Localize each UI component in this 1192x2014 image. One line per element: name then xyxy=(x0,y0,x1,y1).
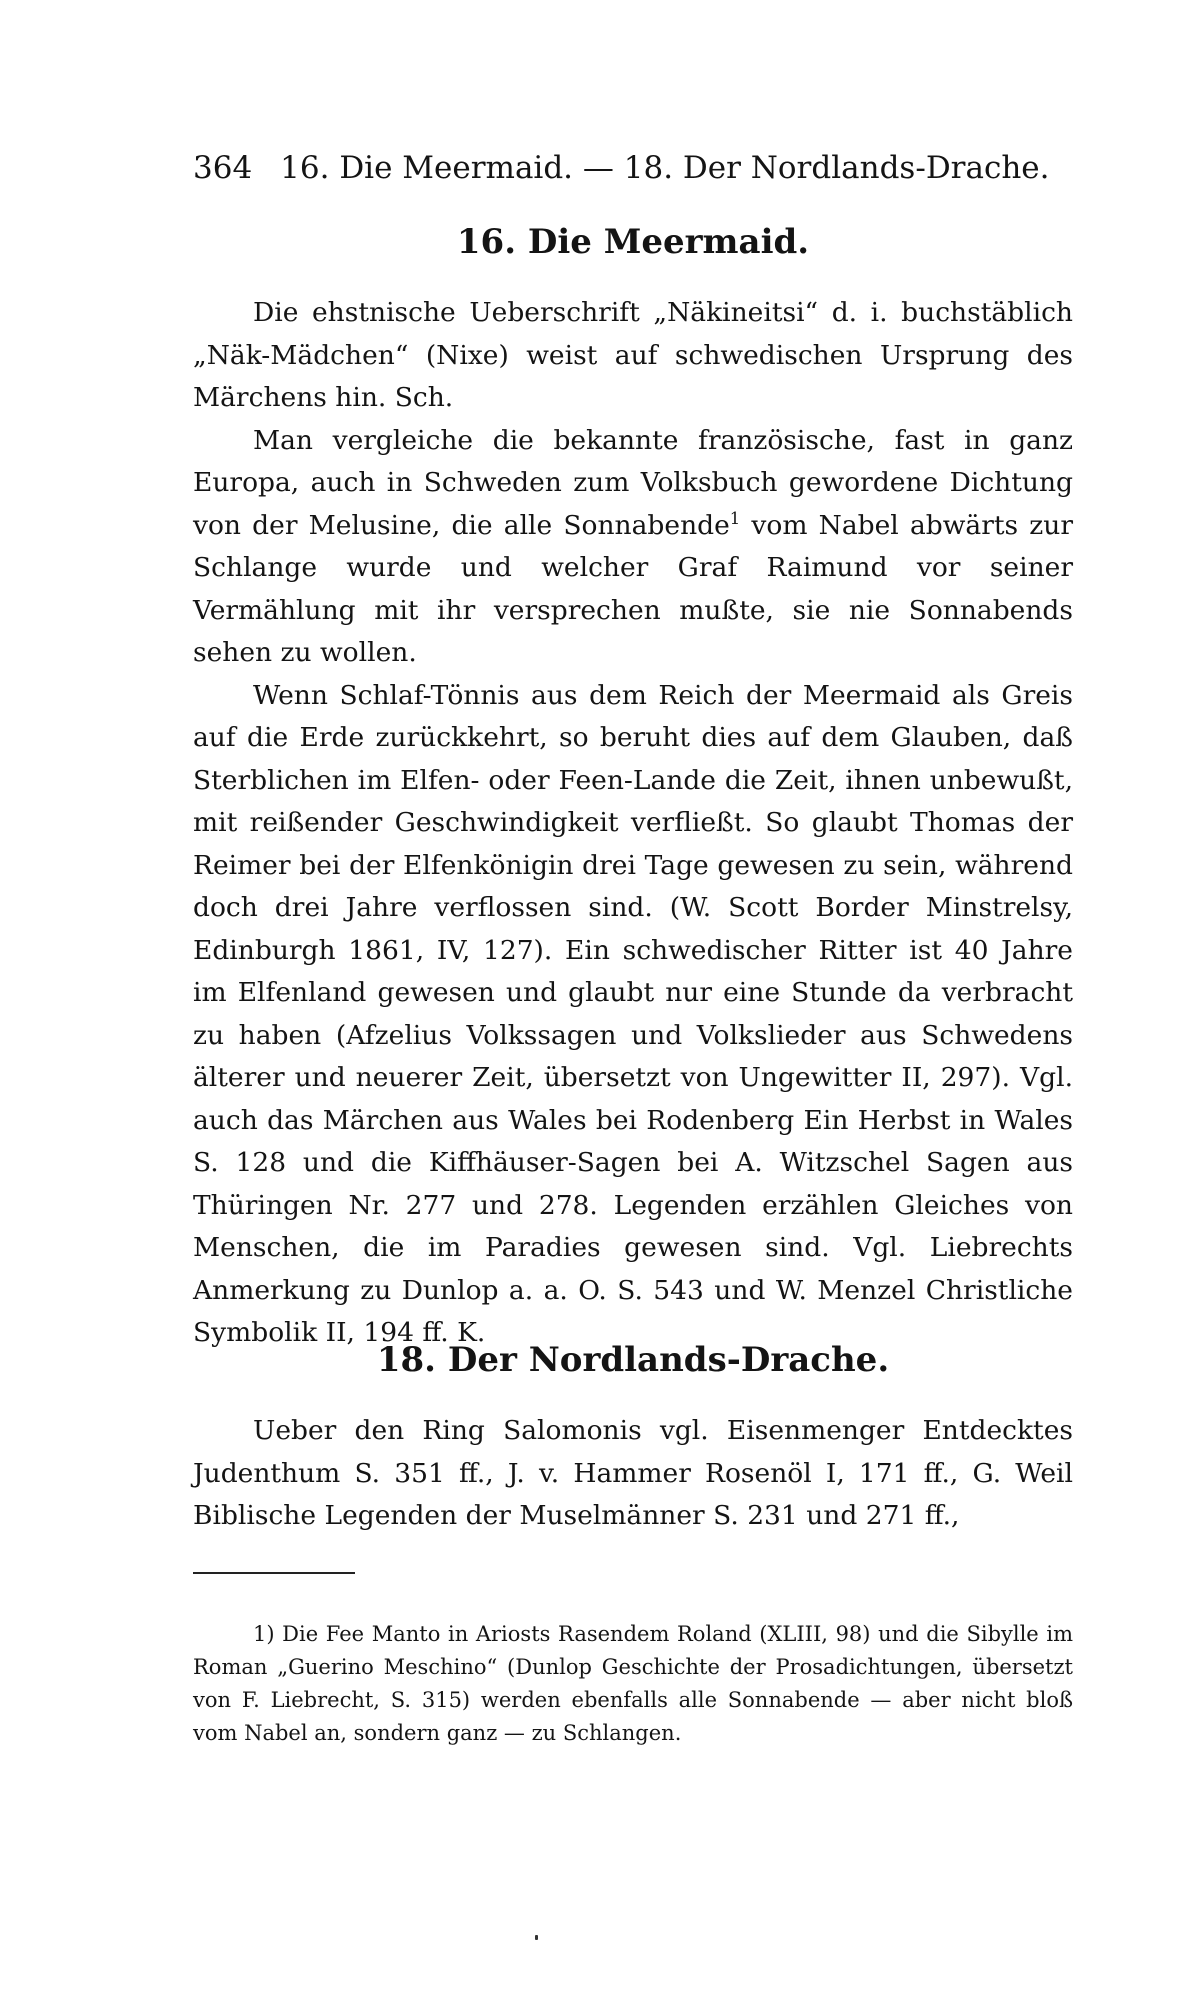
print-speck xyxy=(535,1935,538,1940)
running-title: 16. Die Meermaid. — 18. Der Nordlands-Drache. xyxy=(280,150,1050,186)
section-18-heading: 18. Der Nordlands-Drache. xyxy=(376,1340,890,1380)
section-16-body xyxy=(193,292,1073,1355)
section-16-heading: 16. Die Meermaid. xyxy=(456,222,810,262)
section-18-paragraph-1: Ueber den Ring Salomonis vgl. Eisenmenger Entdecktes Judenthum S. 351 ff., J. v. Hammer Rosenöl I, 171 ff., G. Weil Biblische Legenden der Muselmänner S. 231 und 271 ff., xyxy=(193,1415,1073,1531)
footnote-1: 1) Die Fee Manto in Ariosts Rasendem Roland (XLIII, 98) und die Sibylle im Roman „Guerino Meschino“ (Dunlop Geschichte der Prosadichtungen, übersetzt von F. Liebrecht, S. 315) werden ebenfalls alle Sonnabende — aber nicht bloß vom Nabel an, sondern ganz — zu Schlangen. xyxy=(193,1622,1073,1745)
page-number: 364 xyxy=(193,150,253,186)
running-header xyxy=(193,148,1073,188)
section-18-body xyxy=(193,1410,1073,1538)
section-16-paragraph-1: Die ehstnische Ueberschrift „Näkineitsi“ d. i. buchstäblich „Näk-Mädchen“ (Nixe) weist auf schwedischen Ursprung des Märchens hin. Sch. xyxy=(193,297,1073,413)
footnote-marker[interactable]: 1 xyxy=(729,508,741,528)
section-16-paragraph-2 xyxy=(193,420,1073,675)
paragraph-2-part-1: Man vergleiche die bekannte französische, fast in ganz Europa, auch in Schweden zum Volksbuch gewordene Dichtung von der Melusine, die alle Sonnabende xyxy=(193,424,1073,541)
paragraph-2-part-2: vom Nabel abwärts zur Schlange wurde und welcher Graf Raimund vor seiner Vermählung mit ihr versprechen mußte, sie nie Sonnabends sehen zu wollen. xyxy=(193,509,1073,668)
section-16-paragraph-3: Wenn Schlaf-Tönnis aus dem Reich der Meermaid als Greis auf die Erde zurückkehrt, so beruht dies auf dem Glauben, daß Sterblichen im Elfen- oder Feen-Lande die Zeit, ihnen unbewußt, mit reißender Geschwindigkeit verfließt. So glaubt Thomas der Reimer bei der Elfenkönigin drei Tage gewesen zu sein, während doch drei Jahre verflossen sind. (W. Scott Border Minstrelsy, Edinburgh 1861, IV, 127). Ein schwedischer Ritter ist 40 Jahre im Elfenland gewesen und glaubt nur eine Stunde da verbracht zu haben (Afzelius Volkssagen und Volkslieder aus Schwedens älterer und neuerer Zeit, übersetzt von Ungewitter II, 297). Vgl. auch das Märchen aus Wales bei Rodenberg Ein Herbst in Wales S. 128 und die Kiffhäuser-Sagen bei A. Witzschel Sagen aus Thüringen Nr. 277 und 278. Legenden erzählen Gleiches von Menschen, die im Paradies gewesen sind. Vgl. Liebrechts Anmerkung zu Dunlop a. a. O. S. 543 und W. Menzel Christliche Symbolik II, 194 ff. K. xyxy=(193,679,1073,1348)
footnote-separator xyxy=(193,1572,355,1574)
